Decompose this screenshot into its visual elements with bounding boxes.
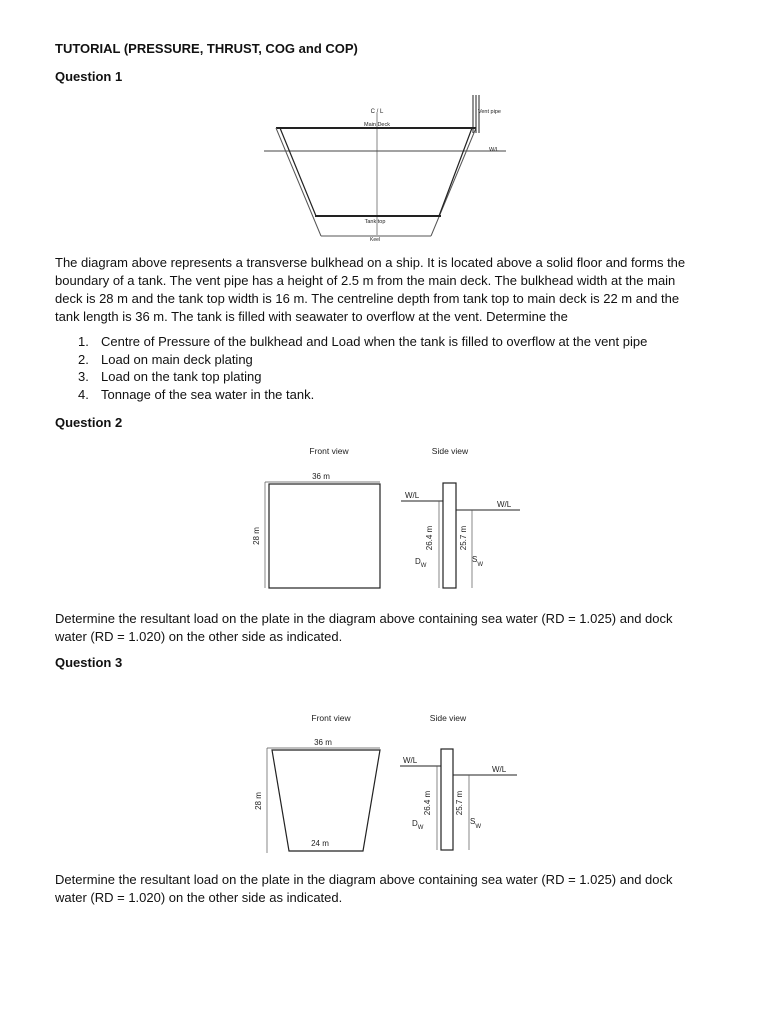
q2-diagram <box>245 440 525 600</box>
sea-water-symbol: $S_W$ <box>472 555 484 568</box>
hull-side-left <box>276 128 321 236</box>
q3-para-line: water (RD = 1.020) on the other side as indicated. <box>55 890 343 905</box>
question-2-heading: Question 2 <box>55 415 123 430</box>
q1-para-line: deck is 28 m and the tank top width is 16 m. The centreline depth from tank top to main deck is 22 m and the <box>55 291 680 306</box>
sea-depth-label: 25.7 m <box>455 790 464 816</box>
front-view-label: Front view <box>309 446 349 456</box>
side-plate <box>441 749 453 850</box>
list-item: 1. Centre of Pressure of the bulkhead and Load when the tank is filled to overflow at the vent pipe <box>78 334 648 349</box>
dock-water-symbol: $D_W$ <box>415 557 427 569</box>
bottom-width-label: 24 m <box>311 839 329 848</box>
list-item: 4. Tonnage of the sea water in the tank. <box>78 386 315 402</box>
tank-side-right <box>439 128 472 216</box>
height-label: 28 m <box>254 792 263 810</box>
vent-pipe-label: Vent pipe <box>478 109 501 115</box>
question-3-heading: Question 3 <box>55 655 123 670</box>
wl-left-label: W/L <box>405 491 420 500</box>
list-item: 2. Load on main deck plating <box>78 351 253 367</box>
sea-depth-label: 25.7 m <box>459 525 468 551</box>
tank-side-left <box>280 128 316 216</box>
sea-water-symbol: $S_W$ <box>470 817 482 830</box>
q1-wl-label: W/L <box>489 147 499 153</box>
task-list <box>55 333 647 403</box>
q1-para-line: tank length is 36 m. The tank is filled with seawater to overflow at the vent. Determine the <box>55 309 568 324</box>
trapezoid-plate <box>272 750 380 851</box>
dock-water-symbol: $D_W$ <box>412 819 424 831</box>
side-plate <box>443 483 456 588</box>
q3-para-line: Determine the resultant load on the plate in the diagram above containing sea water (RD = 1.025) and dock <box>55 872 673 887</box>
main-deck-label: Main Deck <box>364 122 390 128</box>
q3-diagram <box>245 705 525 860</box>
page-title: TUTORIAL (PRESSURE, THRUST, COG and COP) <box>55 41 358 56</box>
question-3-text <box>55 871 720 907</box>
square-plate <box>269 484 380 588</box>
keel-label: Keel <box>369 237 381 243</box>
wl-right-label: W/L <box>492 765 507 774</box>
hull-side-right <box>431 128 476 236</box>
q2-para-line: water (RD = 1.020) on the other side as indicated. <box>55 629 343 644</box>
wl-right-label: W/L <box>497 500 512 509</box>
side-view-label: Side view <box>431 446 469 456</box>
tank-top-label: Tank top <box>364 219 386 225</box>
list-item: 3. Load on the tank top plating <box>78 369 262 385</box>
question-1-text <box>55 254 720 326</box>
top-width-label: 36 m <box>314 738 332 747</box>
q2-para-line: Determine the resultant load on the plate in the diagram above containing sea water (RD = 1.025) and dock <box>55 611 673 626</box>
wl-left-label: W/L <box>403 756 418 765</box>
dock-depth-label: 26.4 m <box>425 525 434 551</box>
cl-label: C / L <box>370 109 384 115</box>
side-view-label: Side view <box>429 713 467 723</box>
q1-para-line: boundary of a tank. The vent pipe has a height of 2.5 m from the main deck. The bulkhead width at the main <box>55 273 676 288</box>
dock-depth-label: 26.4 m <box>423 790 432 816</box>
question-1-heading: Question 1 <box>55 69 123 84</box>
q1-para-line: The diagram above represents a transverse bulkhead on a ship. It is located above a solid floor and forms the <box>55 255 686 270</box>
question-2-text <box>55 610 720 646</box>
width-label: 36 m <box>312 472 330 481</box>
height-label: 28 m <box>252 527 261 545</box>
bulkhead-diagram <box>260 95 520 245</box>
front-view-label: Front view <box>311 713 351 723</box>
